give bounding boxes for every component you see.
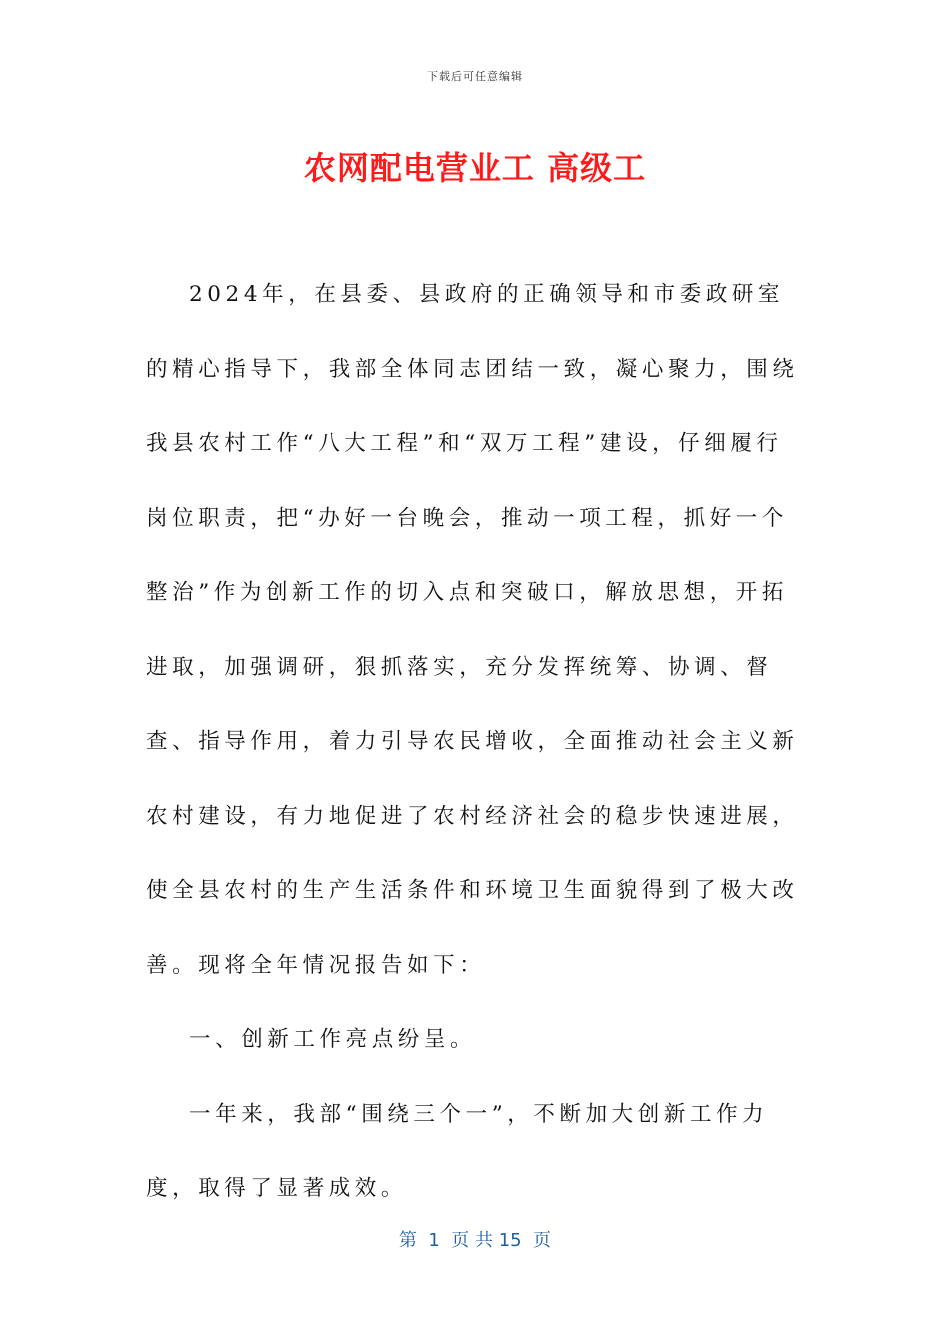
body-paragraph: 一、创新工作亮点纷呈。 — [189, 1027, 477, 1052]
document-title: 农网配电营业工 高级工 — [303, 149, 647, 187]
header-note: 下载后可任意编辑 — [427, 70, 523, 83]
document-body — [146, 258, 806, 1227]
body-paragraph: 2024年，在县委、县政府的正确领导和市委政研室的精心指导下，我部全体同志团结一致，凝心聚力，围绕我县农村工作“八大工程”和“双万工程”建设，仔细履行岗位职责，把“办好一台晚会，推动一项工程，抓好一个整治”作为创新工作的切入点和突破口，解放思想，开拓进取，加强调研，狠抓落实，充分发挥统筹、协调、督查、指导作用，着力引导农民增收，全面推动社会主义新农村建设，有力地促进了农村经济社会的稳步快速进展，使全县农村的生产生活条件和环境卫生面貌得到了极大改善。现将全年情况报告如下： — [146, 282, 799, 978]
page-footer: 第 1 页 共 15 页 — [398, 1230, 552, 1251]
body-paragraph: 一年来，我部“围绕三个一”，不断加大创新工作力度，取得了显著成效。 — [146, 1101, 769, 1201]
